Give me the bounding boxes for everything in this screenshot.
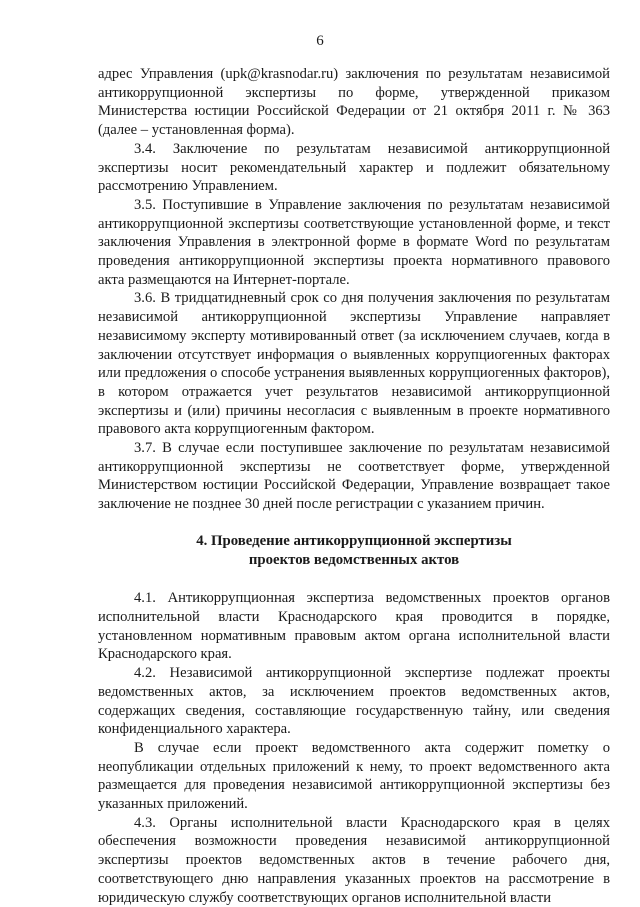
paragraph: В случае если проект ведомственного акта содержит пометку о неопубликации отдельных приложений к нему, то проект ведомственного акта размещается для проведения независимой антикоррупционной экспертизы без указанных приложений.	[98, 739, 610, 813]
paragraph: 4.1. Антикоррупционная экспертиза ведомственных проектов органов исполнительной власти Краснодарского края проводится в порядке, установленном нормативным правовым актом органа исполнительной власти Краснодарского края.	[98, 590, 610, 663]
section-heading-line: 4. Проведение антикоррупционной экспертизы	[196, 532, 512, 549]
paragraphs-before	[98, 65, 610, 514]
section-heading-line: проектов ведомственных актов	[248, 551, 460, 568]
page-number: 6	[316, 33, 324, 49]
paragraph: 4.3. Органы исполнительной власти Краснодарского края в целях обеспечения возможности проведения независимой антикоррупционной экспертизы проектов ведомственных актов в течение рабочего дня, соответствующего дню направления указанных проектов на рассмотрение в юридическую службу соответствующих органов исполнительной власти	[98, 814, 610, 906]
paragraph: 4.2. Независимой антикоррупционной экспертизе подлежат проекты ведомственных актов, за исключением проектов ведомственных актов, содержащих сведения, составляющие государственную тайну, или сведения конфиденциального характера.	[98, 665, 610, 738]
paragraphs-after	[98, 589, 610, 907]
paragraph: 3.7. В случае если поступившее заключение по результатам независимой антикоррупционной экспертизы не соответствует форме, утвержденной Министерством юстиции Российской Федерации, Управление возвращает такое заключение не позднее 30 дней после регистрации с указанием причин.	[98, 440, 610, 513]
paragraph: 3.5. Поступившие в Управление заключения по результатам независимой антикоррупционной экспертизы соответствующие установленной форме, и текст заключения Управления в электронной форме в формате Word по результатам проведения антикоррупционной экспертизы проекта нормативного правового акта размещаются на Интернет-портале.	[98, 196, 610, 288]
section-heading	[98, 532, 610, 569]
paragraph: 3.4. Заключение по результатам независимой антикоррупционной экспертизы носит рекомендательный характер и подлежит обязательному рассмотрению Управлением.	[98, 140, 610, 195]
paragraph: 3.6. В тридцатидневный срок со дня получения заключения по результатам независимой антикоррупционной экспертизы Управление направляет независимому эксперту мотивированный ответ (за исключением случаев, когда в заключении отсутствует информация о выявленных коррупциогенных факторах или предложения о способе устранения выявленных коррупциогенных факторов), в котором отражается учет результатов независимой антикоррупционной экспертизы и (или) причины несогласия с выявленным в проекте нормативного правового акта коррупциогенным фактором.	[98, 290, 610, 438]
document-body	[98, 65, 610, 907]
paragraph: адрес Управления (upk@krasnodar.ru) заключения по результатам независимой антикоррупционной экспертизы по форме, утвержденной приказом Министерства юстиции Российской Федерации от 21 октября 2011 г. № 363 (далее – установленная форма).	[98, 66, 610, 139]
